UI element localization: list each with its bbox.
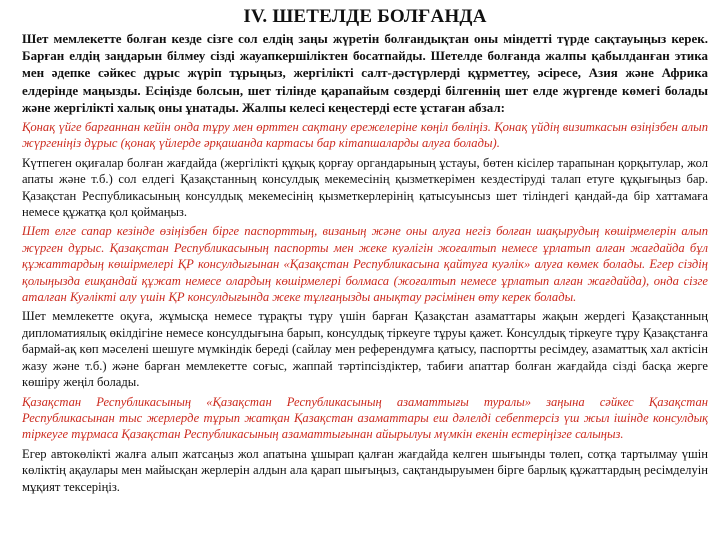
page-title: IV. ШЕТЕЛДЕ БОЛҒАНДА: [243, 6, 487, 27]
body-paragraph-car-rental: Егер автокөлікті жалға алып жатсаңыз жол апатына ұшырап қалған жағдайда келген шығынды төлеп, сотқа тартылмау үшін көліктің ақаулары мен майысқан жерлерін алдын ала қарап шығыңыз, сақтандыруымен бірге барлық құжаттардың ресімделуін мұқият тексеріңіз.: [22, 446, 708, 494]
tip-paragraph-citizenship-law: Қазақстан Республикасының «Қазақстан Республикасының азаматтығы туралы» заңына сәйкес Қазақстан Республикасынан тыс жерлерде тұрып жатқан Қазақстан азаматтары еш дәлелді себептерсіз үш жыл ішінде консулдық тіркеуге тұрмаса Қазақстан Республикасының азаматтығынан айырылуы мүмкін екенін естеріңізге салыңыз.: [22, 394, 708, 442]
body-paragraph-consulate: Күтпеген оқиғалар болған жағдайда (жергілікті құқық қорғау органдарының ұстауы, бөтен кісілер тарапынан қорқытулар, жол апаты және т.б.) сол елдегі Қазақстанның консулдық мекемесінің қызметкерімен кездестіруді талап етуге құқығыңыз бар. Қазақстан Республикасының консулдық мекемесінің қызметкерлерінің қатысуынсыз шет тіліндегі қандай-да бір хаттамаға немесе құжатқа қол қоймаңыз.: [22, 155, 708, 220]
body-paragraph-registration: Шет мемлекетте оқуға, жұмысқа немесе тұрақты тұру үшін барған Қазақстан азаматтары жақын жердегі Қазақстанның дипломатиялық өкілдігіне немесе консулдығына барып, консулдық тіркеуге тұруы қажет. Консулдық тіркеуге тұру Қазақстанға бармай-ақ көп мәселені шешуге мүмкіндік береді (сайлау мен референдумға қатысу, паспортты ресімдеу, азаматтық хал актісін жазу және т.б.) және барған мемлекетте соғыс, жаппай тәртіпсіздіктер, табиғи апаттар болған жағдайда сізді басқа жерге көшіру жеңіл болады.: [22, 309, 708, 390]
tip-paragraph-hotel: Қонақ үйге барғаннан кейін онда тұру мен өрттен сақтану ережелеріне көңіл бөліңіз. Қонақ үйдің визиткасын өзіңізбен алып жүргеніңіз дұрыс (қонақ үйлерде әрқашанда картасы бар кітапшаларды алуға болады).: [22, 120, 708, 151]
intro-paragraph: Шет мемлекетте болған кезде сізге сол елдің заңы жүретін болғандықтан оны міндетті түрде сақтауыңыз керек. Барған елдің заңдарын білмеу сізді жауапкершіліктен босатпайды. Шетелде болғанда жалпы қабылданған этика мен әдепке сәйкес дұрыс жүріп тұрыңыз, жергілікті салт-дәстүрлерді құрметтеу, әсіресе, Азия және Африка елдерінде маңызды. Есіңізде болсын, шет тілінде қарапайым сөздерді білгеннің шет елде жүргенде көмегі болады және жергілікті халық оны ұнатады. Жалпы келесі кеңестерді есте ұстаған абзал:: [22, 31, 708, 115]
tip-paragraph-passport-copies: Шет елге сапар кезінде өзіңізбен бірге паспорттың, визаның және оны алуға негіз болған шақырудың көшірмелерін алып жүрген дұрыс. Қазақстан Республикасының паспорты мен жеке куәлігін жоғалтып немесе ұрлатып алған жағдайда бұл құжаттардың көшірмелері ҚР консулдығынан «Қазақстан Республикасына қайтуға куәлік» алуға көмек болады. Егер сіздің қолыңызда ешқандай құжат немесе олардың көшірмелері болмаса (жоғалтып немесе ұрлатып алған жағдайда), онда сізге аталған Куәлікті алу үшін ҚР консулдығында жеке тұлғаңызды анықтау рәсімінен өту керек болады.: [22, 224, 708, 305]
